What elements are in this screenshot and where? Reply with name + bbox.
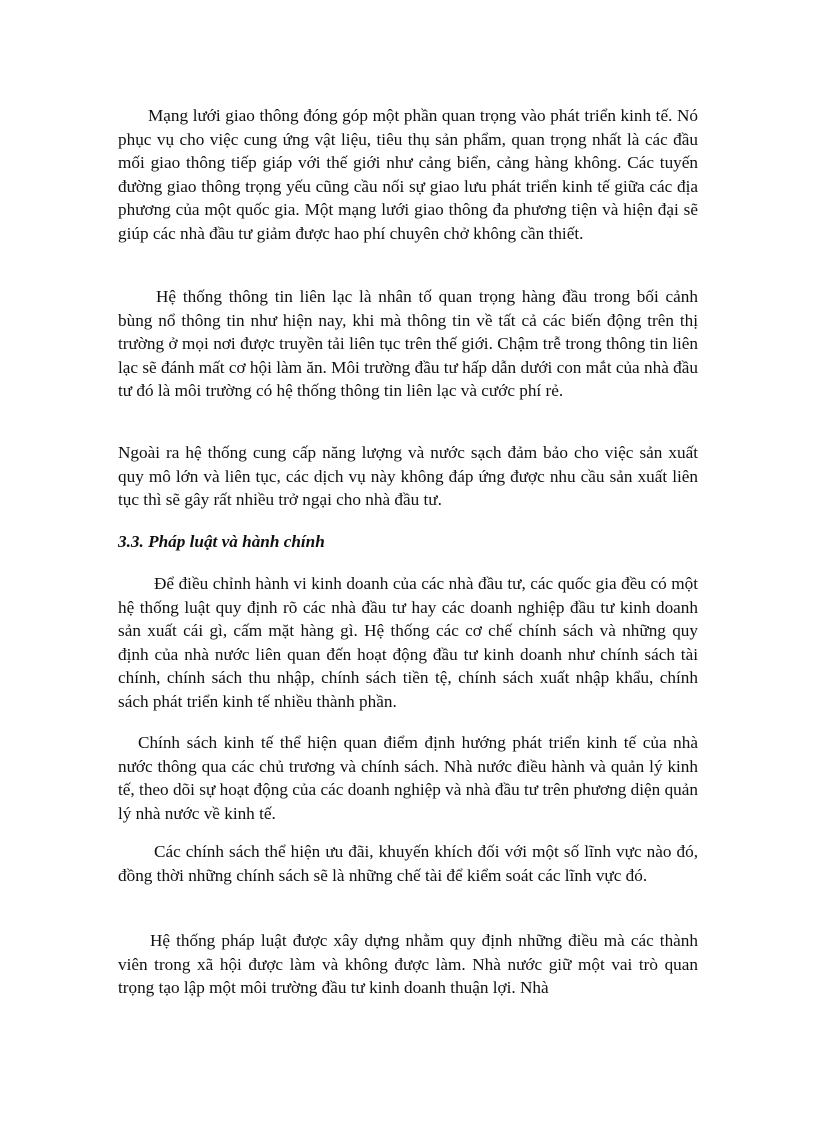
paragraph-energy-water [118, 441, 698, 512]
paragraph-incentive-policies [118, 840, 698, 887]
paragraph-text: Hệ thống thông tin liên lạc là nhân tố quan trọng hàng đầu trong bối cảnh bùng nổ thông tin như hiện nay, khi mà thông tin về tất cả các biến động trên thị trường ở mọi nơi được truyền tải liên tục trên thế giới. Chậm trễ trong thông tin liên lạc sẽ đánh mất cơ hội làm ăn. Môi trường đầu tư hấp dẫn dưới con mắt của nhà đầu tư đó là môi trường có hệ thống thông tin liên lạc và cước phí rẻ. [118, 287, 698, 400]
paragraph-text: Để điều chỉnh hành vi kinh doanh của các nhà đầu tư, các quốc gia đều có một hệ thống luật quy định rõ các nhà đầu tư hay các doanh nghiệp đầu tư kinh doanh sản xuất cái gì, cấm mặt hàng gì. Hệ thống các cơ chế chính sách và những quy định của nhà nước liên quan đến hoạt động đầu tư kinh doanh như chính sách tài chính, chính sách thu nhập, chính sách tiền tệ, chính sách xuất nhập khẩu, chính sách phát triển kinh tế nhiều thành phần. [118, 574, 698, 711]
paragraph-legal-framework [118, 929, 698, 1000]
paragraph-economic-policy [118, 731, 698, 825]
paragraph-text: Mạng lưới giao thông đóng góp một phần quan trọng vào phát triển kinh tế. Nó phục vụ cho việc cung ứng vật liệu, tiêu thụ sản phẩm, quan trọng nhất là các đầu mối giao thông tiếp giáp với thế giới như cảng biển, cảng hàng không. Các tuyến đường giao thông trọng yếu cũng cầu nối sự giao lưu phát triển kinh tế giữa các địa phương của một quốc gia. Một mạng lưới giao thông đa phương tiện và hiện đại sẽ giúp các nhà đầu tư giảm được hao phí chuyên chở không cần thiết. [118, 106, 698, 243]
paragraph-text: Ngoài ra hệ thống cung cấp năng lượng và nước sạch đảm bảo cho việc sản xuất quy mô lớn và liên tục, các dịch vụ này không đáp ứng được nhu cầu sản xuất liên tục thì sẽ gây rất nhiều trở ngại cho nhà đầu tư. [118, 443, 698, 509]
paragraph-transport-network [118, 104, 698, 245]
paragraph-text: Hệ thống pháp luật được xây dựng nhằm quy định những điều mà các thành viên trong xã hội được làm và không được làm. Nhà nước giữ một vai trò quan trọng tạo lập một môi trường đầu tư kinh doanh thuận lợi. Nhà [118, 931, 698, 997]
paragraph-text: Các chính sách thể hiện ưu đãi, khuyến khích đối với một số lĩnh vực nào đó, đồng thời những chính sách sẽ là những chế tài để kiểm soát các lĩnh vực đó. [118, 842, 698, 885]
paragraph-communication-system [118, 285, 698, 403]
paragraph-legal-system [118, 572, 698, 713]
paragraph-text: Chính sách kinh tế thể hiện quan điểm định hướng phát triển kinh tế của nhà nước thông qua các chủ trương và chính sách. Nhà nước điều hành và quản lý kinh tế, theo dõi sự hoạt động của các doanh nghiệp và nhà đầu tư trên phương diện quản lý nhà nước về kinh tế. [118, 733, 698, 823]
section-heading: 3.3. Pháp luật và hành chính [118, 532, 325, 551]
